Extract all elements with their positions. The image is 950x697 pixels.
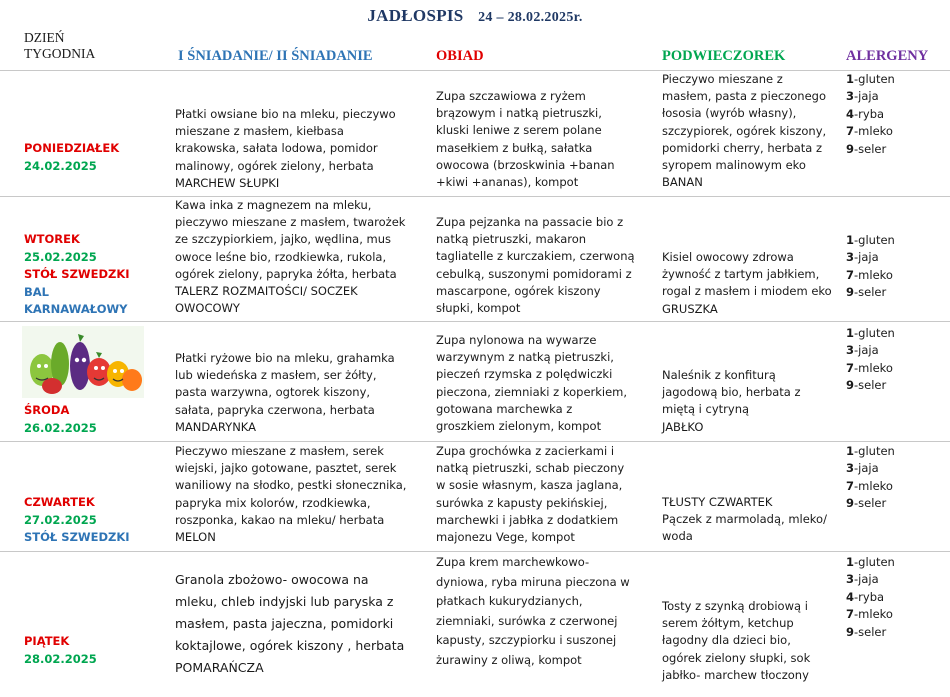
allergen-item: 1-gluten bbox=[846, 72, 895, 86]
row-divider bbox=[0, 321, 950, 322]
allergens-thursday bbox=[846, 443, 895, 513]
day-note-carnival: KARNAWAŁOWY bbox=[24, 302, 128, 316]
header-lunch: OBIAD bbox=[436, 48, 484, 64]
breakfast-wednesday: Płatki ryżowe bio na mleku, grahamka lub wiedeńska z masłem, ser żółty, pasta warzywna, ogtorek kiszony, sałata, papryka czerwona, herbata MANDARYNKA bbox=[175, 351, 395, 434]
allergens-tuesday bbox=[846, 232, 895, 302]
allergen-item: 3-jaja bbox=[846, 343, 879, 358]
day-note-carnival: BAL bbox=[24, 284, 49, 299]
allergens-wednesday bbox=[846, 325, 895, 395]
allergen-item: 7-mleko bbox=[846, 360, 893, 375]
allergen-item: 1-gluten bbox=[846, 326, 895, 340]
allergen-item: 7-mleko bbox=[846, 607, 893, 622]
header-snack: PODWIECZOREK bbox=[662, 48, 786, 64]
allergen-item: 9-seler bbox=[846, 378, 887, 393]
allergen-item: 4-ryba bbox=[846, 106, 885, 121]
title-dates: 24 – 28.02.2025r. bbox=[478, 10, 583, 25]
day-name: PONIEDZIAŁEK bbox=[24, 141, 120, 155]
allergen-item: 3-jaja bbox=[846, 572, 879, 587]
snack-friday: Tosty z szynką drobiową i serem żółtym, ketchup łagodny dla dzieci bio, ogórek zielony słupki, sok jabłko- marchew tłoczony bbox=[662, 599, 811, 682]
snack-tuesday: Kisiel owocowy zdrowa żywność z tartym jabłkiem, rogal z masłem i miodem eko GRUSZKA bbox=[662, 250, 832, 316]
allergen-item: 1-gluten bbox=[846, 555, 895, 569]
allergen-item: 1-gluten bbox=[846, 233, 895, 247]
day-label-thursday bbox=[24, 494, 130, 547]
breakfast-monday: Płatki owsiane bio na mleku, pieczywo mieszane z masłem, kiełbasa krakowska, sałata lodowa, pomidor malinowy, ogórek zielony, herbata MARCHEW SŁUPKI bbox=[175, 107, 396, 190]
allergen-item: 7-mleko bbox=[846, 478, 893, 493]
breakfast-friday: Granola zbożowo- owocowa na mleku, chleb indyjski lub paryska z masłem, pasta jajeczna, pomidorki koktajlowe, ogórek kiszony , herbata POMARAŃCZA bbox=[175, 572, 405, 675]
allergens-monday bbox=[846, 71, 895, 158]
snack-thursday: TŁUSTY CZWARTEK Pączek z marmoladą, mleko/ woda bbox=[662, 495, 827, 544]
menu-title bbox=[0, 6, 950, 26]
day-date: 26.02.2025 bbox=[24, 420, 97, 435]
lunch-tuesday: Zupa pejzanka na passacie bio z natką pietruszki, makaron tagliatelle z kurczakiem, czerwoną cebulką, suszonymi pomidorami z mascarpone, ogórek kiszony słupki, kompot bbox=[436, 215, 635, 316]
allergens-friday bbox=[846, 554, 895, 641]
day-date: 27.02.2025 bbox=[24, 512, 97, 527]
day-label-wednesday bbox=[24, 402, 97, 437]
day-name: PIĄTEK bbox=[24, 634, 70, 648]
allergen-item: 4-ryba bbox=[846, 589, 885, 604]
day-name: WTOREK bbox=[24, 232, 80, 246]
vegetables-illustration bbox=[22, 326, 144, 398]
row-divider bbox=[0, 441, 950, 442]
day-date: 28.02.2025 bbox=[24, 651, 97, 666]
allergen-item: 3-jaja bbox=[846, 250, 879, 265]
allergen-item: 9-seler bbox=[846, 624, 887, 639]
row-divider bbox=[0, 551, 950, 552]
day-label-monday bbox=[24, 140, 119, 175]
title-text: JADŁOSPIS bbox=[367, 6, 464, 25]
day-label-tuesday bbox=[24, 231, 130, 319]
header-breakfast: I ŚNIADANIE/ II ŚNIADANIE bbox=[178, 48, 373, 64]
allergen-item: 1-gluten bbox=[846, 444, 895, 458]
allergen-item: 7-mleko bbox=[846, 124, 893, 139]
lunch-wednesday: Zupa nylonowa na wywarze warzywnym z natką pietruszki, pieczeń rzymska z polędwiczki pieczona, ziemniaki z koperkiem, gotowana marchewka z groszkiem zielonym, kompot bbox=[436, 333, 628, 434]
allergen-item: 7-mleko bbox=[846, 267, 893, 282]
breakfast-thursday: Pieczywo mieszane z masłem, serek wiejski, jajko gotowane, pasztet, serek waniliowy na słodko, pestki słonecznika, papryka mix kolorów, rzodkiewka, roszponka, kakao na mleku/ herbata MELON bbox=[175, 444, 407, 545]
day-name: ŚRODA bbox=[24, 403, 70, 417]
day-name: CZWARTEK bbox=[24, 495, 95, 509]
day-note-swedish-table: STÓŁ SZWEDZKI bbox=[24, 267, 130, 281]
day-date: 24.02.2025 bbox=[24, 158, 97, 173]
allergen-item: 3-jaja bbox=[846, 89, 879, 104]
row-divider bbox=[0, 196, 950, 197]
lunch-friday: Zupa krem marchewkowo- dyniowa, ryba miruna pieczona w płatkach kukurydzianych, ziemniaki, surówka z czerwonej kapusty, szczypiorku i suszonej żurawiny z oliwą, kompot bbox=[436, 555, 630, 667]
breakfast-tuesday: Kawa inka z magnezem na mleku, pieczywo mieszane z masłem, twarożek ze szczypiorkiem, jajko, wędlina, mus owoce leśne bio, rzodkiewka, rukola, ogórek zielony, papryka żółta, herbata TALERZ ROZMAITOŚCI/ SOCZEK OWOCOWY bbox=[175, 198, 406, 316]
header-day: DZIEŃ TYGODNIA bbox=[24, 30, 96, 61]
day-date: 25.02.2025 bbox=[24, 249, 97, 264]
allergen-item: 9-seler bbox=[846, 141, 887, 156]
snack-monday: Pieczywo mieszane z masłem, pasta z pieczonego łososia (wyrób własny), szczypiorek, ogórek kiszony, pomidorki cherry, herbata z syropem malinowym eko BANAN bbox=[662, 72, 827, 190]
day-label-friday bbox=[24, 633, 97, 668]
day-note-swedish-table: STÓŁ SZWEDZKI bbox=[24, 530, 130, 544]
allergen-item: 9-seler bbox=[846, 285, 887, 300]
allergen-item: 9-seler bbox=[846, 496, 887, 511]
lunch-monday: Zupa szczawiowa z ryżem brązowym i natką pietruszki, kluski leniwe z serem polane masełkiem z bułką, sałatka owocowa (brzoskwinia +banan +kiwi +ananas), kompot bbox=[436, 89, 615, 190]
header-allergens: ALERGENY bbox=[846, 48, 929, 64]
snack-wednesday: Naleśnik z konfiturą jagodową bio, herbata z miętą i cytryną JABŁKO bbox=[662, 368, 801, 434]
allergen-item: 3-jaja bbox=[846, 461, 879, 476]
lunch-thursday: Zupa grochówka z zacierkami i natką pietruszki, schab pieczony w sosie własnym, kasza jaglana, surówka z kapusty pekińskiej, marchewki i jabłka z dodatkiem majonezu Vege, kompot bbox=[436, 444, 625, 545]
